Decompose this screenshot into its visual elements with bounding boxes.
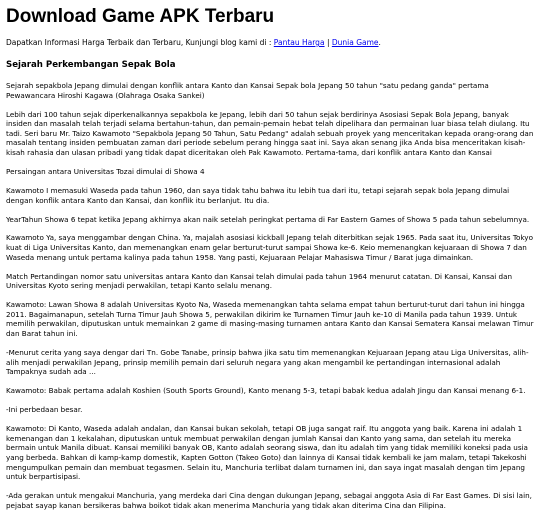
article-paragraph: Lebih dari 100 tahun sejak diperkenalkannya sepakbola ke Jepang, lebih dari 50 tahun sejak berdirinya Asosiasi Sepak Bola Jepang, banyak insiden dan masalah telah terjadi selama bertahun-tahun, dan pemain-pemain hebat telah dipelihara dan permainan luar biasa telah diulang. Itu tadi. Seri baru Mr. Taizo Kawamoto "Sepakbola Jepang 50 Tahun, Satu Pedang" adalah sebuah proyek yang menceritakan kepada orang-orang dan masalah tentang insiden pembuatan zaman dari periode sebelum perang hingga saat ini. Saya akan senang jika Anda bisa menceritakan kisah-kisah rahasia dan ulasan pribadi yang tidak dapat diceritakan oleh Pak Kawamoto. Pertama-tama, dari konflik antara Kanto dan Kansai	[6, 109, 534, 157]
article-paragraph: Kawamoto: Lawan Showa 8 adalah Universitas Kyoto Na, Waseda memenangkan tahta selama empat tahun berturut-turut dari tahun ini hingga 2011. Bagaimanapun, setelah Turna Timur Jauh Showa 5, perwakilan dikirim ke Turnamen Timur Jauh ke-10 di Manila pada tahun 1939. Untuk memilih perwakilan, diputuskan untuk memainkan 2 game di masing-masing turnamen antara Kanto dan Kansai Sematera Kansai melawan Timur dan Barat tahun ini.	[6, 300, 534, 339]
tagline-end: .	[378, 38, 381, 47]
article-heading: Sejarah Perkembangan Sepak Bola	[6, 60, 176, 70]
article-paragraph: -Menurut cerita yang saya dengar dari Tn. Gobe Tanabe, prinsip bahwa jika satu tim memenangkan Kejuaraan Jepang atau Liga Universitas, alih-alih menjadi perwakilan Jepang, prinsip memilih pemain dari seluruh negara yang akan mengambil ke pertandingan internasional adalah Tampaknya sudah ada ...	[6, 348, 529, 377]
article-paragraph: Persaingan antara Universitas Tozai dimulai di Showa 4	[6, 166, 205, 176]
article-paragraph: Kawamoto: Babak pertama adalah Koshien (South Sports Ground), Kanto menang 5-3, tetapi babak kedua adalah Jingu dan Kansai menang 6-1.	[6, 386, 526, 396]
blog-title: Download Game APK Terbaru	[6, 6, 275, 27]
article-paragraph: Sejarah sepakbola Jepang dimulai dengan konflik antara Kanto dan Kansai Sepak bola Jepang 50 tahun "satu pedang ganda" pertama Pewawancara Hiroshi Kagawa (Olahraga Osaka Sankei)	[6, 81, 489, 100]
article-paragraph: Kawamoto I memasuki Waseda pada tahun 1960, dan saya tidak tahu bahwa itu lebih tua dari itu, tetapi sejarah sepak bola Jepang dimulai dengan konflik antara Kanto dan Kansai, dan konflik itu berlanjut. Itu dia.	[6, 185, 510, 205]
link-separator: |	[326, 38, 330, 47]
article-paragraph: Kawamoto Ya, saya menggambar dengan China. Ya, majalah asosiasi kickball Jepang telah diterbitkan sejak 1965. Pada saat itu, Universitas Tokyo kuat di Liga Universitas Kanto, dan memenangkan enam gelar berturut-turut sampai Showa ke-6. Keio memenangkan kejuaraan di Showa 7 dan Waseda menang untuk pertama kalinya pada tahun 1958. Yang pasti, Kejuaraan Pelajar Mahasiswa Timur / Barat juga dimainkan.	[6, 233, 533, 262]
link-dunia-game[interactable]: Dunia Game	[331, 38, 379, 47]
article-body	[6, 81, 534, 510]
article-paragraph: -Ada gerakan untuk mengakui Manchuria, yang merdeka dari Cina dengan dukungan Jepang, sebagai anggota Asia di Far East Games. Di sisi lain, pejabat sayap kanan bersikeras bahwa boikot tidak akan menerima Manchuria yang tidak akan diterima Cina dan Filipina.	[6, 491, 532, 510]
link-pantau-harga[interactable]: Pantau Harga	[273, 38, 325, 47]
tagline-text: Dapatkan Informasi Harga Terbaik dan Terbaru, Kunjungi blog kami di :	[6, 38, 272, 47]
article-paragraph: Kawamoto: Di Kanto, Waseda adalah andalan, dan Kansai bukan sekolah, tetapi OB juga sangat raif. Itu anggota yang baik. Karena ini adalah 1 kemenangan dan 1 kekalahan, diputuskan untuk membuat perwakilan dengan jumlah Kansai dan Kanto yang sama, dan setelah itu mereka bermain untuk Manila dibuat. Kansai memiliki banyak OB, Kanto adalah seorang siswa, dan itu adalah tim yang tidak memiliki koneksi pada usia yang berbeda. Bahkan di kamp-kamp domestik, Kapten Gotton (Takeo Goto) dan lainnya di Kansai tidak kembali ke jam malam, tetapi Takekoshi mengumpulkan pemain dan membuat tegasmen. Selain itu, Manchuria terlibat dalam turnamen ini, dan saya ingat masalah dengan tim Jepang untuk berpartisipasi.	[6, 424, 528, 482]
blog-tagline	[6, 38, 534, 48]
article-paragraph: -Ini perbedaan besar.	[6, 405, 83, 415]
article-paragraph: YearTahun Showa 6 tepat ketika Jepang akhirnya akan naik setelah peringkat pertama di Far Eastern Games of Showa 5 pada tahun sebelumnya.	[6, 214, 530, 224]
article-paragraph: Match Pertandingan nomor satu universitas antara Kanto dan Kansai telah dimulai pada tahun 1964 menurut catatan. Di Kansai, Kansai dan Universitas Kyoto sering menjadi perwakilan, tetapi Kanto selalu menang.	[6, 271, 513, 291]
